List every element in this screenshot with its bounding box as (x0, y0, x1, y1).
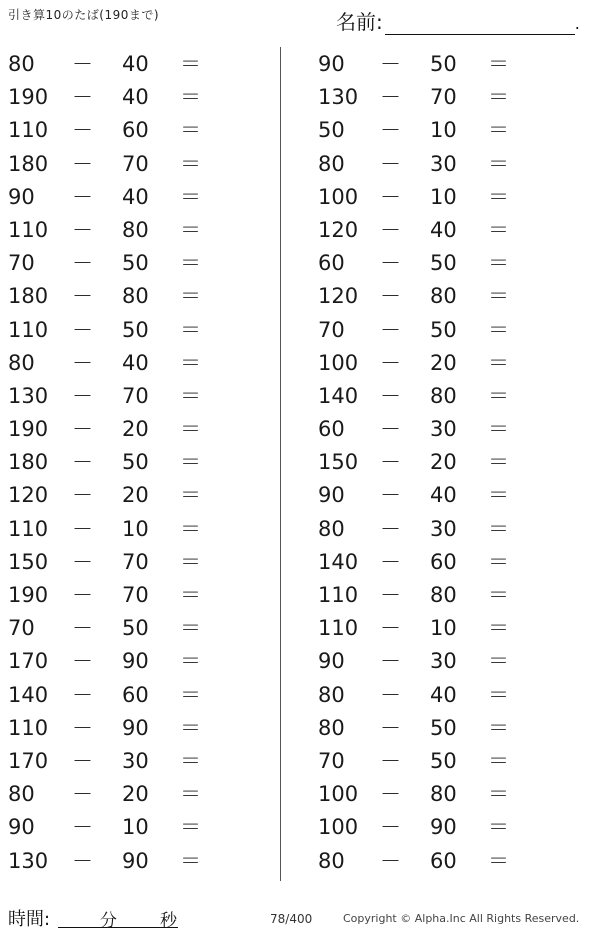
minuend: 120 (318, 284, 359, 309)
subtrahend: 40 (430, 483, 457, 508)
problem-row (310, 214, 570, 247)
subtrahend: 70 (430, 85, 457, 110)
equals-sign: ＝ (488, 317, 509, 342)
subtrahend: 40 (122, 85, 149, 110)
equals-sign: ＝ (180, 450, 201, 475)
subtrahend: 70 (122, 583, 149, 607)
minus-sign: － (72, 151, 93, 176)
minuend: 180 (8, 284, 49, 309)
name-label: 名前: (336, 10, 383, 34)
equals-sign: ＝ (488, 450, 509, 475)
equals-sign: ＝ (488, 748, 509, 773)
equals-sign: ＝ (180, 217, 201, 242)
equals-sign: ＝ (488, 350, 509, 375)
minus-sign: － (380, 118, 401, 143)
problem-row (310, 546, 570, 579)
minus-sign: － (380, 748, 401, 773)
equals-sign: ＝ (488, 516, 509, 541)
subtrahend: 80 (430, 284, 457, 309)
minuend: 80 (318, 715, 345, 740)
equals-sign: ＝ (180, 782, 201, 807)
problem-row (0, 479, 260, 512)
minus-sign: － (72, 815, 93, 840)
minuend: 80 (318, 682, 345, 707)
subtrahend: 20 (430, 450, 457, 475)
subtrahend: 90 (122, 715, 149, 740)
minus-sign: － (72, 649, 93, 674)
column-divider (280, 47, 281, 881)
problem-row (0, 380, 260, 413)
subtrahend: 50 (430, 52, 457, 76)
subtrahend: 90 (430, 815, 457, 840)
problem-row (0, 48, 260, 81)
minus-sign: － (72, 549, 93, 574)
minus-sign: － (72, 583, 93, 607)
minus-sign: － (72, 516, 93, 541)
minuend: 150 (8, 549, 49, 574)
equals-sign: ＝ (180, 649, 201, 674)
minus-sign: － (380, 715, 401, 740)
minus-sign: － (72, 118, 93, 143)
subtrahend: 50 (122, 616, 149, 641)
equals-sign: ＝ (180, 417, 201, 442)
subtrahend: 50 (122, 251, 149, 276)
minuend: 90 (8, 184, 35, 209)
minuend: 110 (318, 616, 359, 641)
equals-sign: ＝ (180, 682, 201, 707)
minuend: 190 (8, 583, 49, 607)
problem-row (0, 413, 260, 446)
subtrahend: 40 (122, 52, 149, 76)
subtrahend: 80 (430, 583, 457, 607)
subtrahend: 50 (122, 450, 149, 475)
minuend: 80 (318, 516, 345, 541)
subtrahend: 20 (122, 417, 149, 442)
problem-row (310, 148, 570, 181)
minuend: 100 (318, 782, 359, 807)
problem-row (0, 148, 260, 181)
problem-row (0, 247, 260, 280)
subtrahend: 60 (430, 848, 457, 873)
equals-sign: ＝ (180, 184, 201, 209)
minus-sign: － (380, 350, 401, 375)
minus-sign: － (380, 251, 401, 276)
problem-row (310, 679, 570, 712)
name-field (336, 6, 580, 35)
minus-sign: － (72, 616, 93, 641)
subtrahend: 20 (122, 782, 149, 807)
minus-sign: － (380, 616, 401, 641)
problem-row (310, 247, 570, 280)
equals-sign: ＝ (180, 549, 201, 574)
subtrahend: 40 (122, 184, 149, 209)
equals-sign: ＝ (488, 782, 509, 807)
name-end-mark: . (574, 14, 580, 33)
minuend: 100 (318, 184, 359, 209)
footer (8, 905, 592, 929)
problem-row (310, 380, 570, 413)
minus-sign: － (72, 848, 93, 873)
minus-sign: － (380, 317, 401, 342)
minus-sign: － (72, 317, 93, 342)
minuend: 190 (8, 85, 49, 110)
problem-row (310, 181, 570, 214)
subtrahend: 30 (430, 417, 457, 442)
problem-row (0, 778, 260, 811)
subtrahend: 10 (430, 616, 457, 641)
minus-sign: － (380, 184, 401, 209)
equals-sign: ＝ (180, 583, 201, 607)
subtrahend: 90 (122, 649, 149, 674)
problem-row (0, 579, 260, 612)
problem-row (310, 479, 570, 512)
minus-sign: － (72, 715, 93, 740)
minuend: 100 (318, 815, 359, 840)
minuend: 130 (318, 85, 359, 110)
minus-sign: － (72, 748, 93, 773)
equals-sign: ＝ (180, 85, 201, 110)
minuend: 90 (318, 649, 345, 674)
seconds-label: 秒 (160, 911, 177, 931)
minus-sign: － (380, 848, 401, 873)
problem-row (0, 712, 260, 745)
minus-sign: － (380, 682, 401, 707)
equals-sign: ＝ (488, 85, 509, 110)
equals-sign: ＝ (180, 715, 201, 740)
subtrahend: 10 (122, 516, 149, 541)
problem-row (310, 612, 570, 645)
equals-sign: ＝ (488, 118, 509, 143)
subtrahend: 70 (122, 549, 149, 574)
subtrahend: 50 (430, 317, 457, 342)
minuend: 110 (8, 118, 49, 143)
minus-sign: － (380, 450, 401, 475)
subtrahend: 40 (430, 217, 457, 242)
minuend: 140 (318, 549, 359, 574)
problem-row (0, 679, 260, 712)
problem-row (0, 446, 260, 479)
problem-row (310, 811, 570, 844)
subtrahend: 70 (122, 151, 149, 176)
minuend: 130 (8, 848, 49, 873)
problem-row (310, 81, 570, 114)
minus-sign: － (72, 85, 93, 110)
problem-row (310, 845, 570, 878)
equals-sign: ＝ (180, 284, 201, 309)
equals-sign: ＝ (180, 516, 201, 541)
subtrahend: 10 (430, 118, 457, 143)
equals-sign: ＝ (180, 383, 201, 408)
equals-sign: ＝ (180, 151, 201, 176)
subtrahend: 60 (430, 549, 457, 574)
minuend: 70 (318, 748, 345, 773)
subtrahend: 30 (430, 151, 457, 176)
minus-sign: － (72, 52, 93, 76)
subtrahend: 50 (430, 251, 457, 276)
minuend: 170 (8, 748, 49, 773)
minus-sign: － (72, 782, 93, 807)
problem-row (310, 48, 570, 81)
equals-sign: ＝ (180, 251, 201, 276)
equals-sign: ＝ (488, 184, 509, 209)
equals-sign: ＝ (180, 848, 201, 873)
minuend: 190 (8, 417, 49, 442)
equals-sign: ＝ (488, 583, 509, 607)
minuend: 110 (8, 516, 49, 541)
problem-row (0, 811, 260, 844)
problem-row (0, 645, 260, 678)
problem-row (0, 745, 260, 778)
problem-row (0, 214, 260, 247)
minus-sign: － (380, 417, 401, 442)
equals-sign: ＝ (488, 217, 509, 242)
subtrahend: 20 (430, 350, 457, 375)
problem-row (0, 181, 260, 214)
minus-sign: － (380, 284, 401, 309)
minuend: 110 (8, 217, 49, 242)
problem-row (310, 778, 570, 811)
problem-row (0, 280, 260, 313)
minuend: 80 (8, 782, 35, 807)
page-number: 78/400 (270, 912, 313, 926)
minuend: 80 (8, 350, 35, 375)
minus-sign: － (380, 649, 401, 674)
problem-row (310, 645, 570, 678)
equals-sign: ＝ (488, 251, 509, 276)
equals-sign: ＝ (180, 815, 201, 840)
minus-sign: － (72, 383, 93, 408)
minuend: 70 (318, 317, 345, 342)
minuend: 50 (318, 118, 345, 143)
subtrahend: 30 (430, 516, 457, 541)
problem-row (0, 612, 260, 645)
problem-row (310, 513, 570, 546)
minuend: 60 (318, 417, 345, 442)
minus-sign: － (72, 284, 93, 309)
problem-column-right (310, 48, 570, 878)
equals-sign: ＝ (488, 52, 509, 76)
subtrahend: 70 (122, 383, 149, 408)
equals-sign: ＝ (180, 483, 201, 508)
minus-sign: － (380, 85, 401, 110)
minus-sign: － (72, 184, 93, 209)
minus-sign: － (380, 516, 401, 541)
problem-row (310, 280, 570, 313)
minus-sign: － (380, 151, 401, 176)
subtrahend: 50 (122, 317, 149, 342)
minuend: 120 (318, 217, 359, 242)
minuend: 120 (8, 483, 49, 508)
subtrahend: 50 (430, 748, 457, 773)
equals-sign: ＝ (488, 151, 509, 176)
equals-sign: ＝ (488, 417, 509, 442)
minus-sign: － (380, 383, 401, 408)
equals-sign: ＝ (180, 350, 201, 375)
minuend: 70 (8, 251, 35, 276)
subtrahend: 10 (122, 815, 149, 840)
subtrahend: 30 (430, 649, 457, 674)
minus-sign: － (72, 682, 93, 707)
minus-sign: － (380, 815, 401, 840)
subtrahend: 80 (430, 383, 457, 408)
minuend: 130 (8, 383, 49, 408)
problem-row (310, 579, 570, 612)
minuend: 80 (8, 52, 35, 76)
minuend: 100 (318, 350, 359, 375)
minutes-label: 分 (100, 911, 117, 931)
equals-sign: ＝ (488, 549, 509, 574)
minuend: 170 (8, 649, 49, 674)
minus-sign: － (72, 251, 93, 276)
equals-sign: ＝ (180, 317, 201, 342)
problem-row (0, 845, 260, 878)
minuend: 140 (8, 682, 49, 707)
copyright-notice: Copyright © Alpha.Inc All Rights Reserved. (343, 912, 580, 925)
equals-sign: ＝ (488, 616, 509, 641)
subtrahend: 60 (122, 118, 149, 143)
minus-sign: － (380, 52, 401, 76)
minus-sign: － (72, 417, 93, 442)
worksheet-title: 引き算10のたば(190まで) (8, 8, 160, 22)
subtrahend: 30 (122, 748, 149, 773)
problem-column-left (0, 48, 260, 878)
minuend: 70 (8, 616, 35, 641)
problem-row (0, 546, 260, 579)
minus-sign: － (380, 583, 401, 607)
minus-sign: － (72, 350, 93, 375)
minuend: 90 (318, 52, 345, 76)
equals-sign: ＝ (180, 616, 201, 641)
problem-row (310, 347, 570, 380)
subtrahend: 40 (430, 682, 457, 707)
subtrahend: 90 (122, 848, 149, 873)
subtrahend: 50 (430, 715, 457, 740)
equals-sign: ＝ (488, 848, 509, 873)
equals-sign: ＝ (180, 118, 201, 143)
minuend: 90 (318, 483, 345, 508)
minuend: 110 (8, 317, 49, 342)
problem-row (310, 712, 570, 745)
minus-sign: － (72, 217, 93, 242)
equals-sign: ＝ (180, 52, 201, 76)
minuend: 180 (8, 151, 49, 176)
equals-sign: ＝ (488, 649, 509, 674)
minus-sign: － (380, 217, 401, 242)
equals-sign: ＝ (488, 682, 509, 707)
problem-row (310, 446, 570, 479)
subtrahend: 10 (430, 184, 457, 209)
minus-sign: － (380, 549, 401, 574)
equals-sign: ＝ (488, 715, 509, 740)
problem-row (310, 413, 570, 446)
subtrahend: 80 (122, 217, 149, 242)
time-label: 時間: (8, 909, 51, 930)
problem-row (310, 314, 570, 347)
equals-sign: ＝ (488, 383, 509, 408)
subtrahend: 40 (122, 350, 149, 375)
minus-sign: － (72, 450, 93, 475)
minuend: 180 (8, 450, 49, 475)
minus-sign: － (380, 483, 401, 508)
problem-row (0, 347, 260, 380)
problem-row (0, 513, 260, 546)
minuend: 110 (318, 583, 359, 607)
equals-sign: ＝ (488, 483, 509, 508)
minus-sign: － (380, 782, 401, 807)
problem-row (310, 745, 570, 778)
minus-sign: － (72, 483, 93, 508)
minuend: 80 (318, 848, 345, 873)
equals-sign: ＝ (488, 284, 509, 309)
subtrahend: 80 (122, 284, 149, 309)
minuend: 110 (8, 715, 49, 740)
name-blank-line[interactable] (385, 16, 575, 35)
subtrahend: 20 (122, 483, 149, 508)
problem-row (0, 314, 260, 347)
minuend: 80 (318, 151, 345, 176)
minuend: 140 (318, 383, 359, 408)
subtrahend: 80 (430, 782, 457, 807)
equals-sign: ＝ (488, 815, 509, 840)
equals-sign: ＝ (180, 748, 201, 773)
problem-row (310, 114, 570, 147)
problem-row (0, 81, 260, 114)
subtrahend: 60 (122, 682, 149, 707)
minuend: 150 (318, 450, 359, 475)
problem-row (0, 114, 260, 147)
minuend: 60 (318, 251, 345, 276)
minuend: 90 (8, 815, 35, 840)
